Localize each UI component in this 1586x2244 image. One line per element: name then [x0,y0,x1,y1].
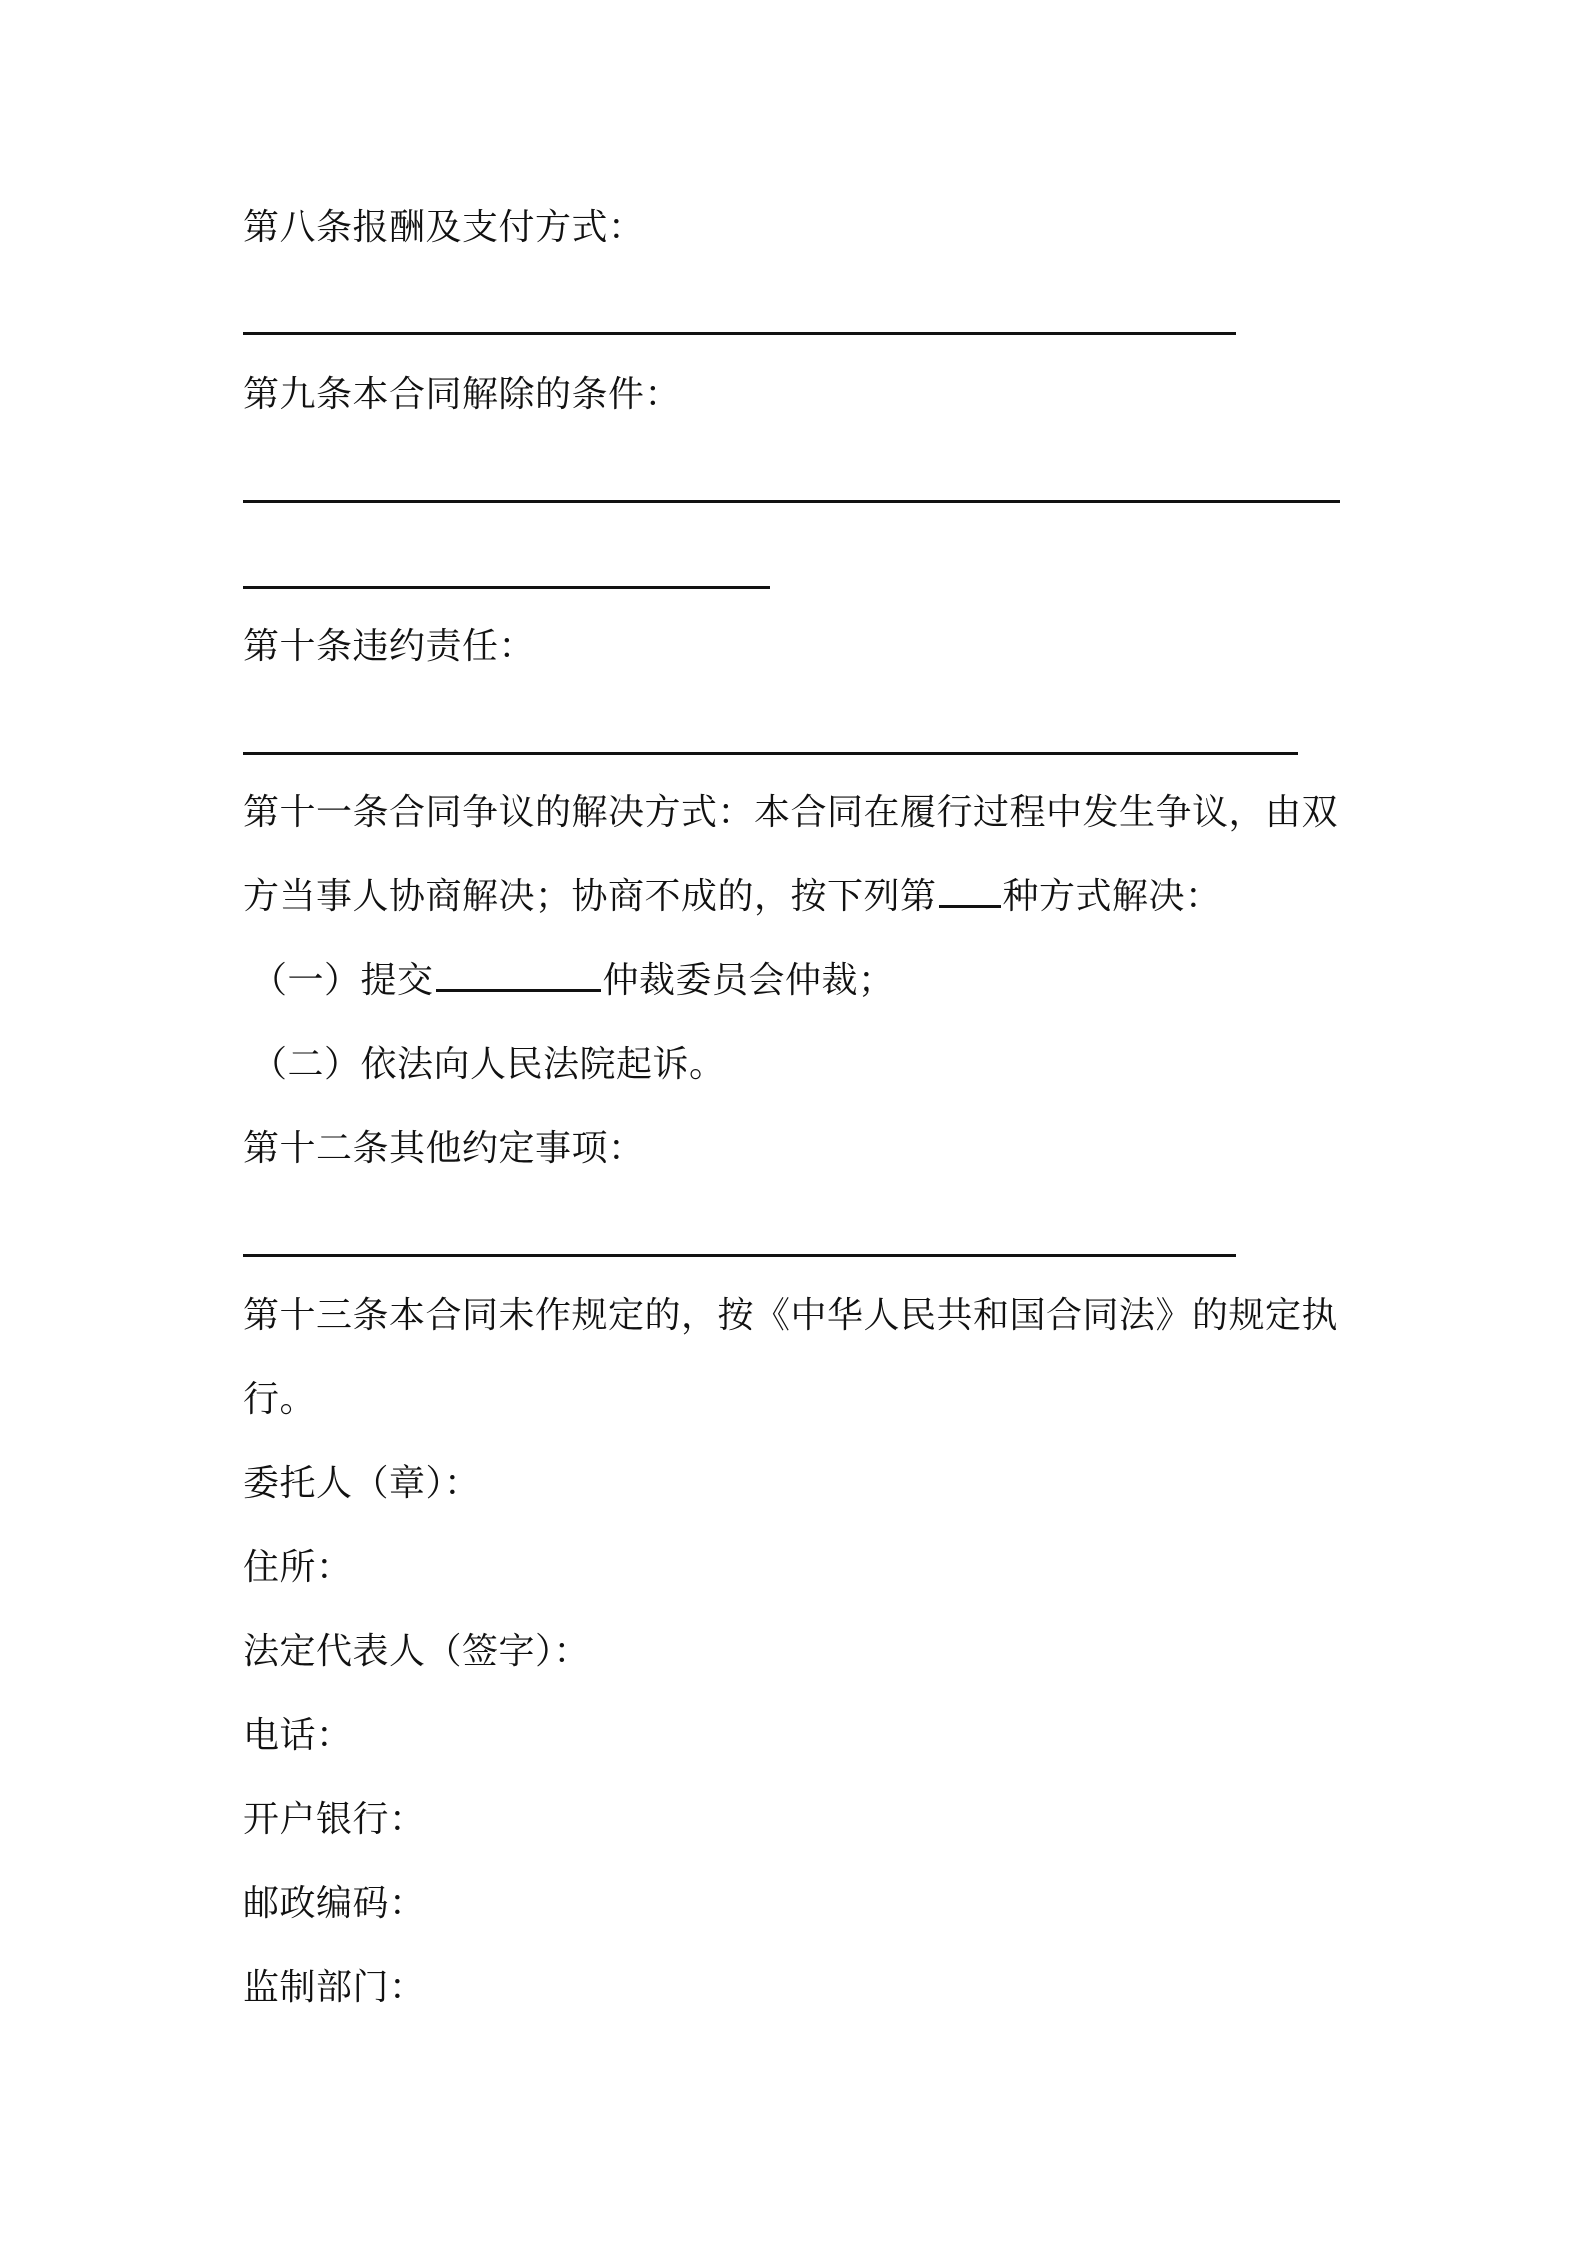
article-13-line-1: 第十三条本合同未作规定的，按《中华人民共和国合同法》的规定执 [243,1295,1339,1336]
article-11-option-1-start: （一）提交 [251,960,434,1001]
article-12-fill-line [243,1254,1236,1257]
phone-label: 电话： [243,1715,353,1756]
article-9-fill-line-1 [243,500,1340,503]
bank-label: 开户银行： [243,1799,426,1840]
article-11-line-2-end: 种方式解决： [1002,876,1222,917]
principal-seal-label: 委托人（章）： [243,1463,481,1504]
address-label: 住所： [243,1547,353,1588]
article-11-line-1: 第十一条合同争议的解决方式：本合同在履行过程中发生争议，由双 [243,792,1339,833]
article-9-fill-line-2 [243,586,770,589]
legal-representative-label: 法定代表人（签字）： [243,1631,591,1672]
article-8-title: 第八条报酬及支付方式： [243,207,645,248]
article-11-line-2-start: 方当事人协商解决；协商不成的，按下列第 [243,876,937,917]
article-11-option-blank [939,875,1001,908]
supervisor-label: 监制部门： [243,1967,426,2008]
article-13-line-2: 行。 [243,1379,317,1420]
article-9-title: 第九条本合同解除的条件： [243,374,682,415]
article-10-title: 第十条违约责任： [243,626,536,667]
article-11-line-2 [243,874,1222,920]
article-12-title: 第十二条其他约定事项： [243,1128,645,1169]
article-11-option-2: （二）依法向人民法院起诉。 [251,1044,726,1085]
article-11-option-1-end: 仲裁委员会仲裁； [602,960,895,1001]
postcode-label: 邮政编码： [243,1883,426,1924]
article-11-option-1 [251,958,895,1004]
article-8-fill-line [243,332,1236,335]
article-10-fill-line [243,752,1298,755]
arbitration-commission-blank [436,959,601,992]
